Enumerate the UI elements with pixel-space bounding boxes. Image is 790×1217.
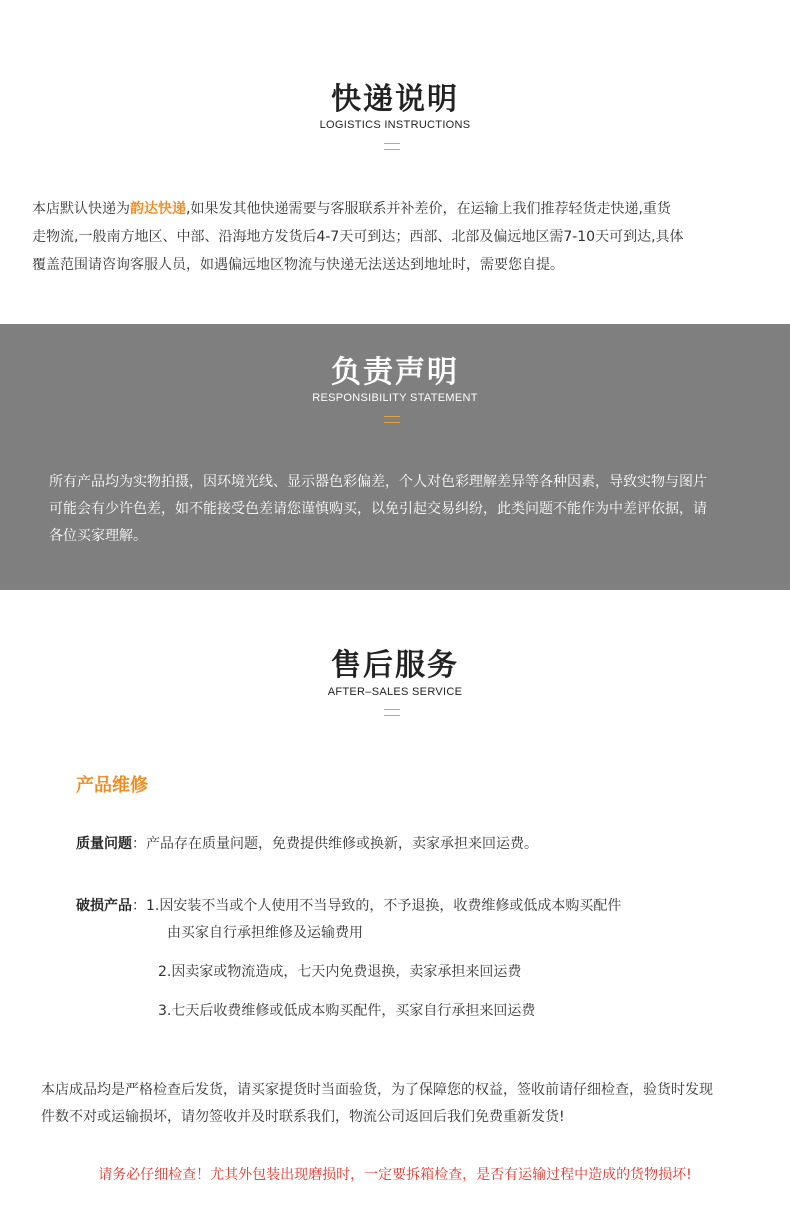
- logistics-line-1-pre: 本店默认快递为: [32, 201, 130, 217]
- responsibility-line-2: 可能会有少许色差，如不能接受色差请您谨慎购买，以免引起交易纠纷，此类问题不能作为中差评依据，请: [49, 501, 707, 517]
- damage-item-2: 2.因卖家或物流造成，七天内免费退换，卖家承担来回运费: [158, 964, 522, 980]
- inspection-note-line-1: 本店成品均是严格检查后发货，请买家提货时当面验货，为了保障您的权益，签收前请仔细检查，验货时发现: [41, 1082, 713, 1098]
- damage-row: [76, 895, 621, 917]
- damage-label: 破损产品: [76, 898, 132, 914]
- after-sales-subtitle: AFTER–SALES SERVICE: [327, 686, 463, 698]
- damage-item-1-cont: 由买家自行承担维修及运输费用: [167, 925, 363, 941]
- damage-item-3: 3.七天后收费维修或低成本购买配件，买家自行承担来回运费: [158, 1003, 536, 1019]
- responsibility-divider: [384, 416, 400, 423]
- responsibility-line-1: 所有产品均为实物拍摄，因环境光线、显示器色彩偏差，个人对色彩理解差异等各种因素，导致实物与图片: [49, 474, 707, 490]
- logistics-title: 快递说明: [331, 82, 459, 117]
- logistics-divider: [384, 143, 400, 150]
- quality-label: 质量问题: [76, 836, 132, 852]
- responsibility-title: 负责声明: [331, 355, 459, 390]
- logistics-line-1-post: ,如果发其他快递需要与客服联系并补差价，在运输上我们推荐轻货走快递,重货: [186, 201, 671, 217]
- after-sales-title: 售后服务: [331, 648, 459, 683]
- logistics-subtitle: LOGISTICS INSTRUCTIONS: [319, 119, 471, 131]
- responsibility-section: [0, 324, 790, 590]
- responsibility-subtitle: RESPONSIBILITY STATEMENT: [312, 392, 478, 404]
- responsibility-line-3: 各位买家理解。: [49, 528, 147, 544]
- logistics-line-1: [32, 195, 671, 223]
- logistics-line-2: 走物流,一般南方地区、中部、沿海地方发货后4-7天可到达；西部、北部及偏远地区需7-10天可到达,具体: [32, 229, 684, 245]
- repair-heading: 产品维修: [76, 775, 148, 796]
- warning-text: 请务必仔细检查！尤其外包装出现磨损时，一定要拆箱检查，是否有运输过程中造成的货物损坏!: [98, 1167, 692, 1183]
- damage-item-1: ：1.因安装不当或个人使用不当导致的，不予退换，收费维修或低成本购买配件: [132, 898, 622, 914]
- courier-name: 韵达快递: [130, 201, 186, 217]
- inspection-note-line-2: 件数不对或运输损坏，请勿签收并及时联系我们，物流公司返回后我们免费重新发货!: [41, 1109, 565, 1125]
- quality-row: [76, 833, 538, 855]
- quality-text: ：产品存在质量问题，免费提供维修或换新，卖家承担来回运费。: [132, 836, 538, 852]
- logistics-line-3: 覆盖范围请咨询客服人员，如遇偏远地区物流与快递无法送达到地址时，需要您自提。: [32, 257, 564, 273]
- after-sales-divider: [384, 709, 400, 716]
